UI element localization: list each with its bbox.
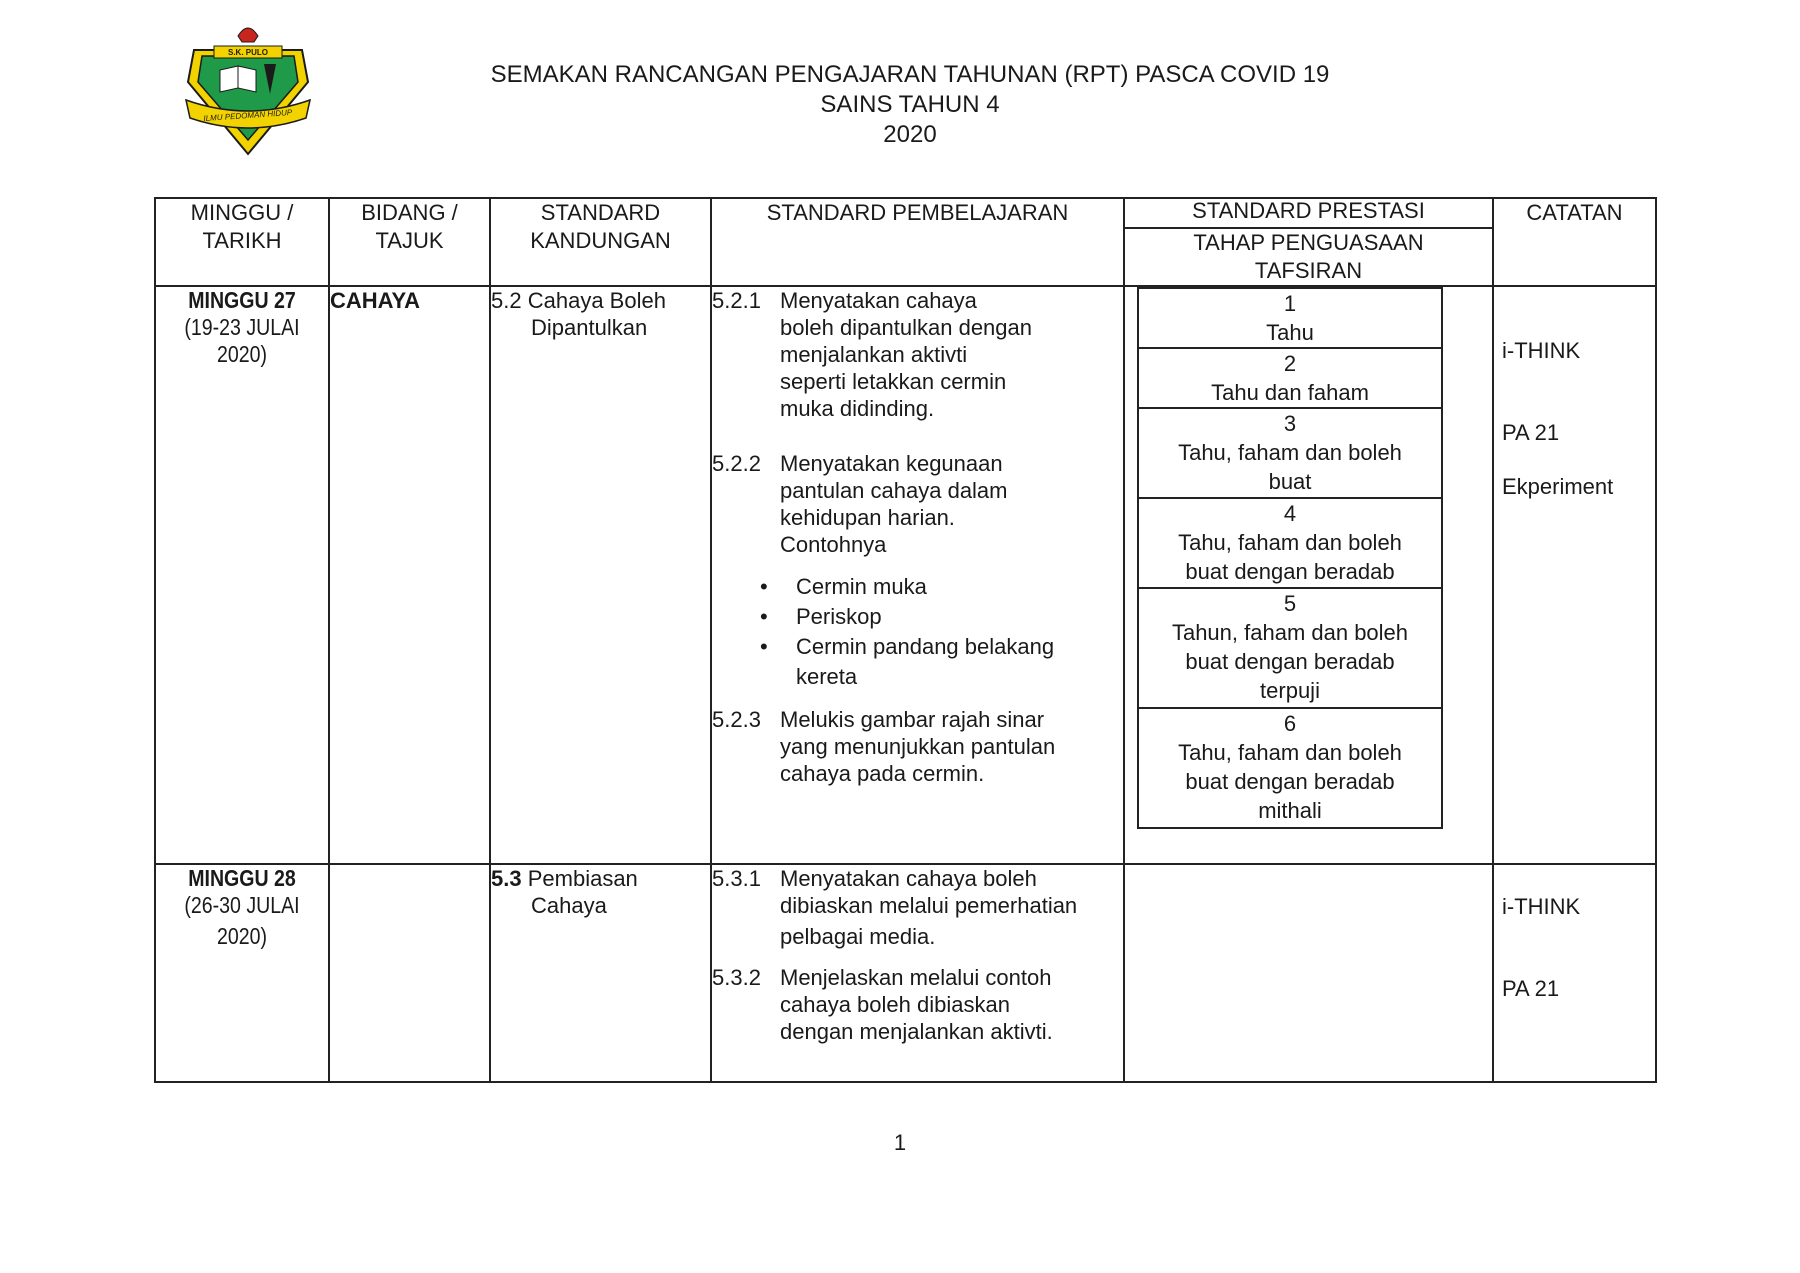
level-description: buat dengan beradab [1185, 559, 1395, 584]
sk-number: 5.3 [491, 866, 522, 891]
week-date: 2020) [216, 923, 267, 949]
catatan-cell [1493, 286, 1656, 864]
level-description: terpuji [1260, 678, 1320, 703]
standard-pembelajaran-cell [711, 286, 1124, 864]
header-catatan: CATATAN [1493, 198, 1656, 286]
topic-label: CAHAYA [330, 288, 421, 313]
list-item: • Periskop [796, 602, 1123, 632]
level-cell [1138, 588, 1442, 708]
level-number: 5 [1283, 591, 1297, 616]
sp-item: 5.3.1 Menyatakan cahaya boleh dibiaskan melalui pemerhatian pelbagai media. [712, 866, 1078, 949]
header-minggu: MINGGU / TARIKH [155, 198, 329, 286]
header-standard-prestasi: STANDARD PRESTASI [1124, 198, 1493, 228]
sp-item: 5.2.3 Melukis gambar rajah sinar yang menunjukkan pantulan cahaya pada cermin. [712, 707, 1056, 786]
table-row [155, 286, 1656, 864]
standard-prestasi-cell [1124, 864, 1493, 1082]
level-description: Tahu [1266, 320, 1314, 345]
document-header [380, 60, 1440, 150]
level-number: 4 [1283, 501, 1297, 526]
level-cell [1138, 288, 1442, 348]
level-number: 6 [1283, 711, 1297, 736]
level-description: Tahu, faham dan boleh [1178, 740, 1402, 765]
level-description: mithali [1258, 798, 1322, 823]
level-description: Tahun, faham dan boleh [1171, 620, 1409, 645]
catatan-note: PA 21 [1502, 420, 1560, 445]
topic-cell [329, 864, 490, 1082]
standard-prestasi-cell [1124, 286, 1493, 864]
week-date: 2020) [216, 341, 267, 367]
catatan-cell [1493, 864, 1656, 1082]
level-description: buat dengan beradab [1185, 649, 1395, 674]
level-description: Tahu dan faham [1211, 380, 1369, 405]
standard-pembelajaran-cell [711, 864, 1124, 1082]
week-cell [155, 864, 329, 1082]
catatan-note: i-THINK [1502, 894, 1581, 919]
sk-text: Cahaya [531, 893, 607, 918]
level-number: 3 [1283, 411, 1297, 436]
level-description: buat [1268, 469, 1312, 494]
level-number: 2 [1283, 351, 1297, 376]
document-subject: SAINS TAHUN 4 [820, 91, 1000, 118]
level-number: 1 [1283, 291, 1297, 316]
standard-kandungan-cell [490, 286, 711, 864]
page-number: 1 [893, 1130, 907, 1155]
sp-item: 5.2.2 Menyatakan kegunaan pantulan cahaya dalam kehidupan harian. Contohnya [712, 451, 1008, 557]
level-cell [1138, 408, 1442, 498]
example-list [712, 572, 1123, 692]
sp-number: 5.2.1 [712, 288, 761, 313]
sp-number: 5.3.2 [712, 965, 761, 990]
week-label: MINGGU 28 [188, 865, 296, 891]
catatan-note: i-THINK [1502, 338, 1581, 363]
document-year: 2020 [883, 121, 937, 148]
logo-crown-icon [238, 28, 258, 42]
topic-cell [329, 286, 490, 864]
standard-kandungan-cell [490, 864, 711, 1082]
week-label: MINGGU 27 [188, 287, 296, 313]
level-cell [1138, 348, 1442, 408]
document-title: SEMAKAN RANCANGAN PENGAJARAN TAHUNAN (RPT) PASCA COVID 19 [490, 61, 1330, 88]
table-row [155, 864, 1656, 1082]
sk-text: Pembiasan [527, 866, 638, 891]
logo-top-text: S.K. PULO [227, 48, 269, 57]
week-date: (19-23 JULAI [184, 314, 300, 340]
week-cell [155, 286, 329, 864]
level-cell [1138, 708, 1442, 828]
level-description: Tahu, faham dan boleh [1178, 530, 1402, 555]
level-description: buat dengan beradab [1185, 769, 1395, 794]
header-standard-kandungan: STANDARD KANDUNGAN [490, 198, 711, 286]
sk-number: 5.2 [491, 288, 522, 313]
sp-number: 5.2.3 [712, 707, 761, 732]
sp-item: 5.3.2 Menjelaskan melalui contoh cahaya boleh dibiaskan dengan menjalankan aktivti. [712, 965, 1053, 1044]
sk-text: Cahaya Boleh [527, 288, 666, 313]
sp-number: 5.3.1 [712, 866, 761, 891]
list-item: • Cermin muka [796, 572, 1123, 602]
sp-number: 5.2.2 [712, 451, 761, 476]
school-logo [180, 22, 316, 156]
logo-motto: ILMU PEDOMAN HIDUP [203, 107, 293, 124]
sk-text: Dipantulkan [531, 315, 648, 340]
week-date: (26-30 JULAI [184, 892, 300, 918]
list-item-continuation: kereta [796, 664, 858, 689]
catatan-note: Ekperiment [1502, 474, 1614, 499]
sp-item: 5.2.1 Menyatakan cahaya boleh dipantulkan dengan menjalankan aktivti seperti letakkan cermin muka didinding. [712, 288, 1033, 421]
header-standard-pembelajaran: STANDARD PEMBELAJARAN [711, 198, 1124, 286]
rpt-table [154, 197, 1657, 1083]
level-cell [1138, 498, 1442, 588]
catatan-note: PA 21 [1502, 976, 1560, 1001]
header-tahap-penguasaan: TAHAP PENGUASAAN TAFSIRAN [1124, 228, 1493, 286]
level-description: Tahu, faham dan boleh [1178, 440, 1402, 465]
list-item: • Cermin pandang belakang [796, 632, 1123, 662]
header-bidang: BIDANG / TAJUK [329, 198, 490, 286]
performance-level-table [1137, 287, 1443, 829]
